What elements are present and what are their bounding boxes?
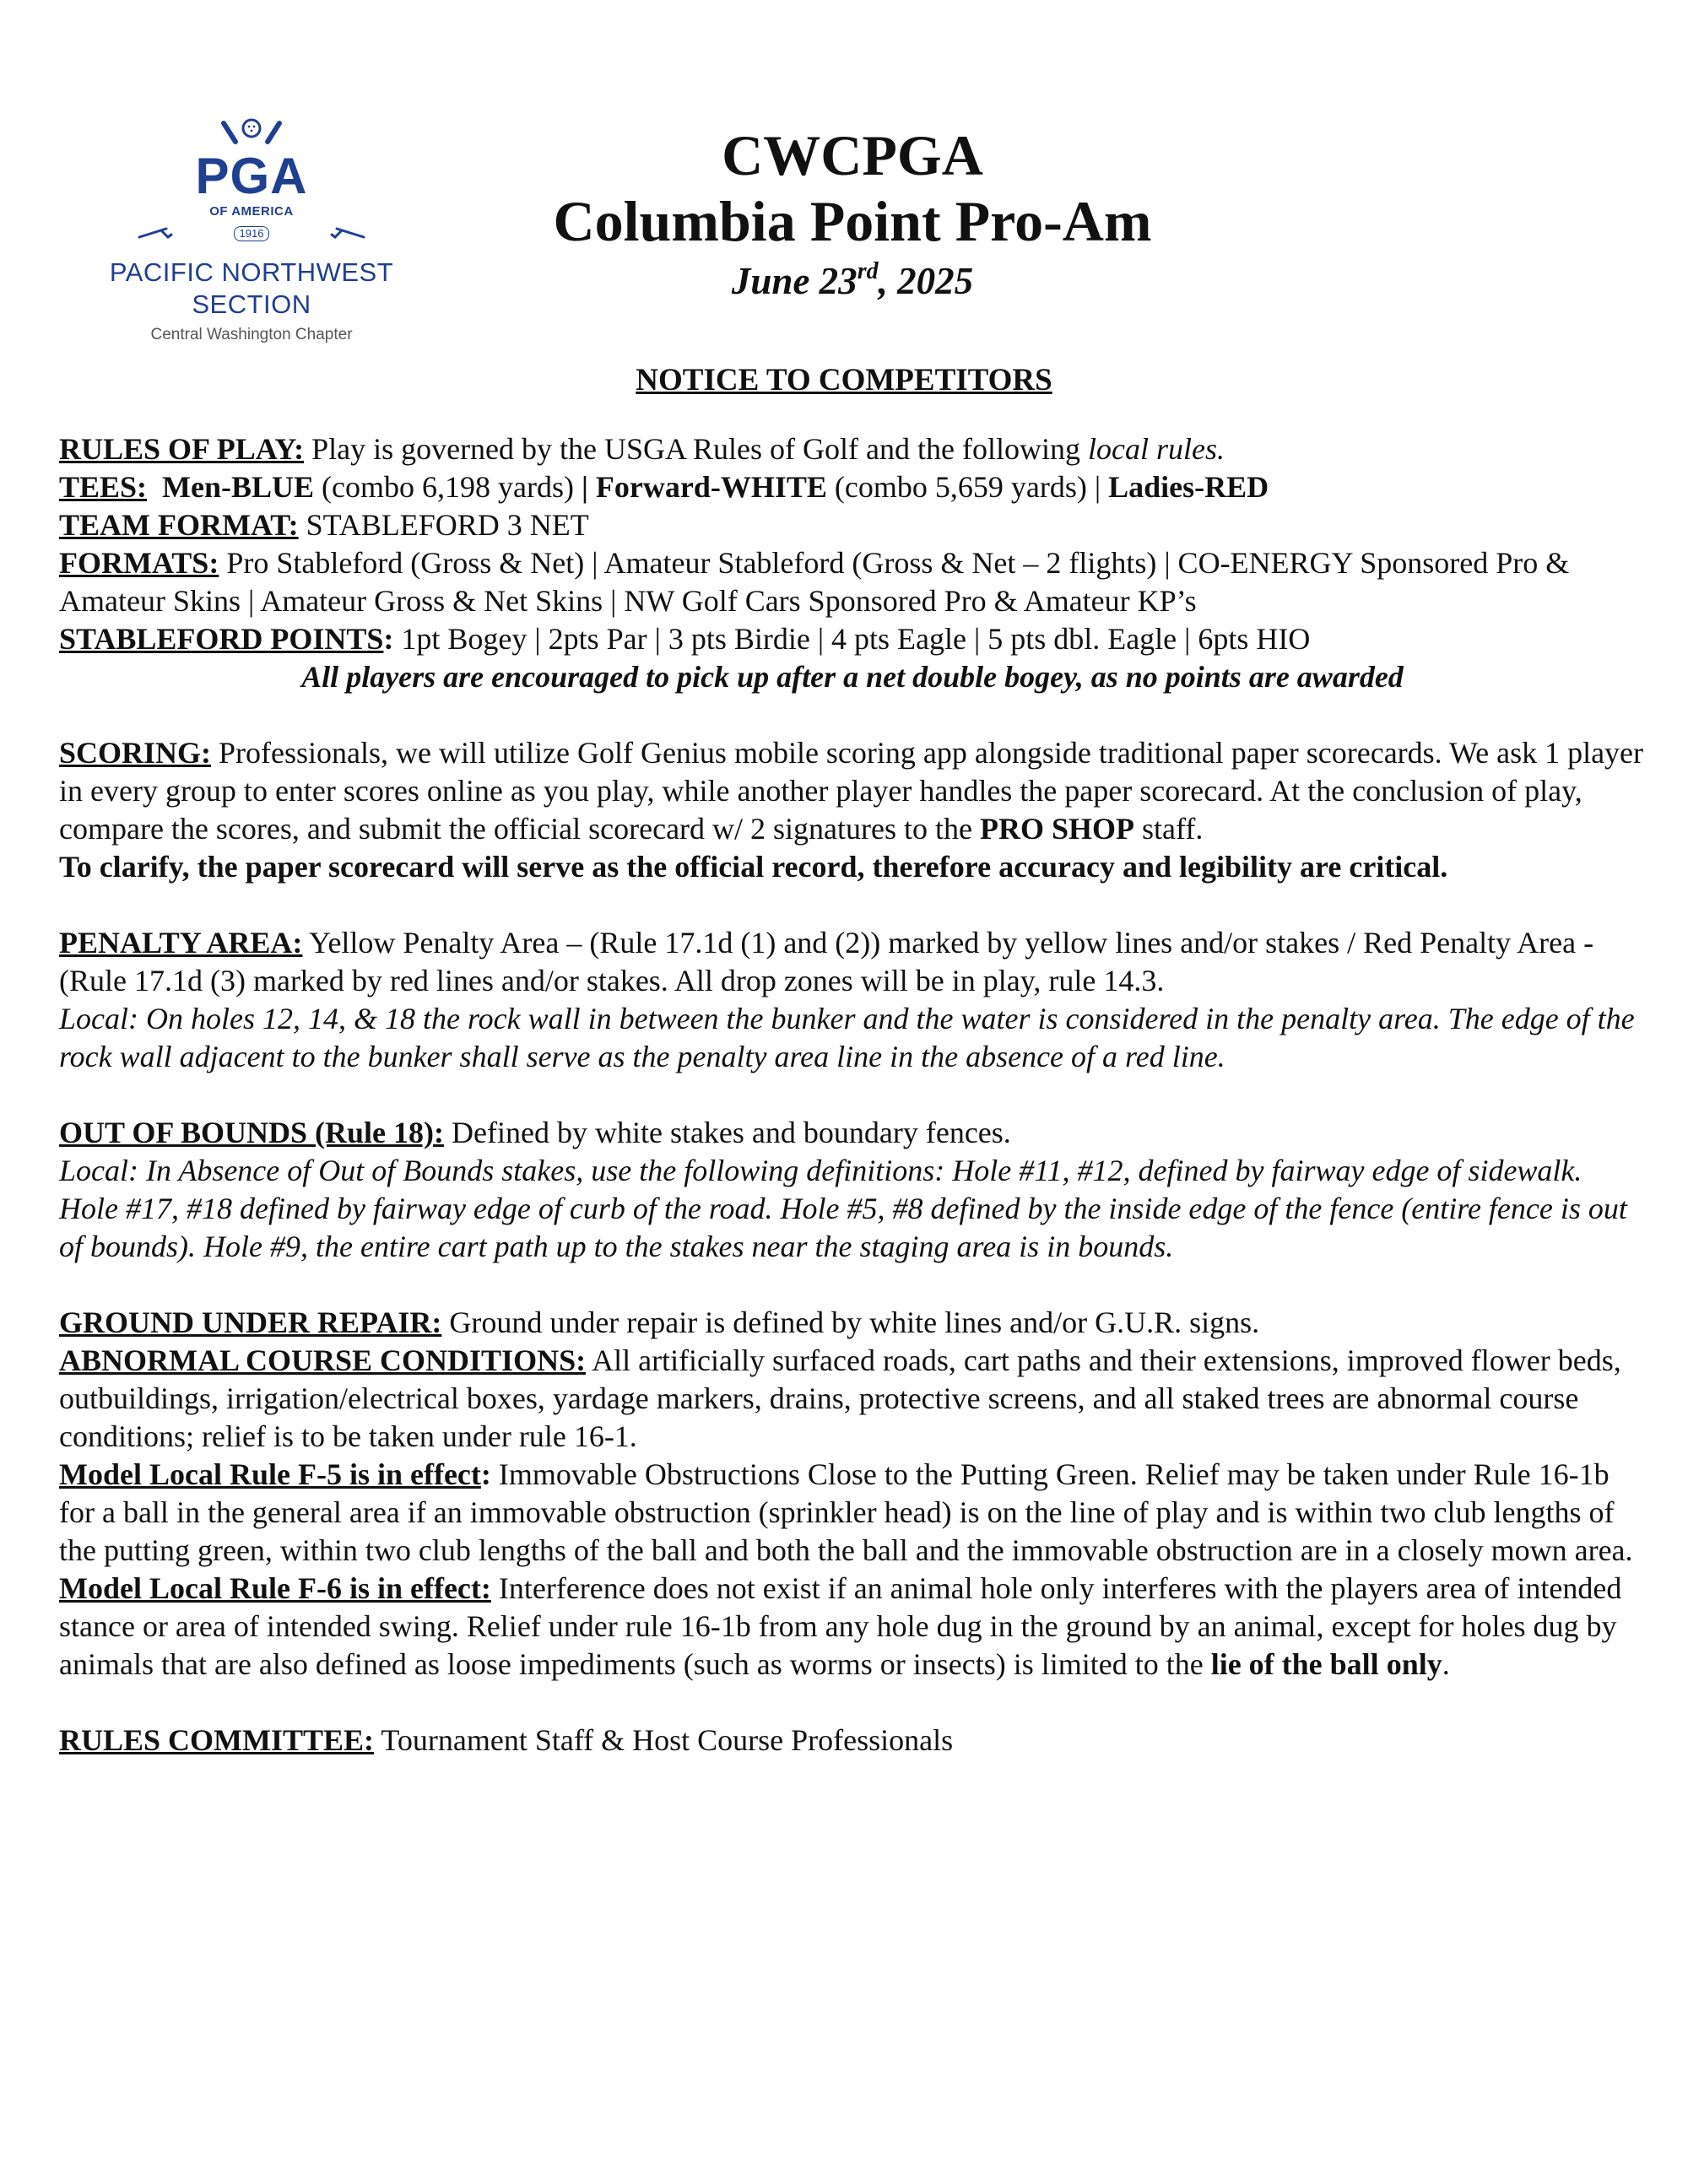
- abnormal-conditions-section: ABNORMAL COURSE CONDITIONS: All artificially surfaced roads, cart paths and their extensions, improved flower beds, outbuildings, irrigation/electrical boxes, yardage markers, drains, protective screens, and all staked trees are abnormal course conditions; relief is to be taken under rule 16-1. Model Local Rule F-5 is in effect: Immovable Obstructions Close to the Putting Green. Relief may be taken under Rule 16-1b for a ball in the general area if an immovable obstruction (sprinkler head) is on the line of play and is within two club lengths of the putting green, within two club lengths of the ball and both the ball and the immovable obstruction are in a closely mown area. Model Local Rule F-6 is in effect: Interference does not exist if an animal hole only interferes with the players area of intended stance or area of intended swing. Relief under rule 16-1b from any hole dug in the ground by an animal, except for holes dug by animals that are also defined as loose impediments (such as worms or insects) is limited to the lie of the ball only.: [59, 1342, 1646, 1684]
- model-local-rule-f5: Model Local Rule F-5 is in effect: Immovable Obstructions Close to the Putting Green. Relief may be taken under Rule 16-1b for a ball in the general area if an immovable obstruction (sprinkler head) is on the line of play and is within two club lengths of the putting green, within two club lengths of the ball and both the ball and the immovable obstruction are in a closely mown area.: [59, 1457, 1633, 1567]
- logo-pga-text: PGA: [195, 148, 308, 204]
- event-org-title: CWCPGA: [722, 123, 983, 187]
- rules-committee-label: RULES COMMITTEE:: [59, 1723, 375, 1757]
- stableford-points-label: STABLEFORD POINTS: [59, 622, 384, 656]
- scoring-clarification: To clarify, the paper scorecard will serve as the official record, therefore accuracy and legibility are critical.: [59, 850, 1448, 884]
- stableford-points-section: STABLEFORD POINTS: 1pt Bogey | 2pts Par | 3 pts Birdie | 4 pts Eagle | 5 pts dbl. Eagle | 6pts HIO All players are encouraged to pick up after a net double bogey, as no points are awarded: [59, 620, 1646, 696]
- rules-of-play-label: RULES OF PLAY:: [59, 432, 305, 466]
- scoring-label: SCORING:: [59, 736, 212, 770]
- logo-section-line1: PACIFIC NORTHWEST: [109, 257, 394, 287]
- out-of-bounds-section: OUT OF BOUNDS (Rule 18): Defined by white stakes and boundary fences. Local: In Absence of Out of Bounds stakes, use the following definitions: Hole #11, #12, defined by fairway edge of sidewalk. Hole #17, #18 defined by fairway edge of curb of the road. Hole #5, #8 defined by the inside edge of the fence (entire fence is out of bounds). Hole #9, the entire cart path up to the stakes near the staging area is in bounds.: [59, 1114, 1646, 1266]
- event-title: Columbia Point Pro-Am: [553, 189, 1152, 253]
- tees-label: TEES:: [59, 470, 148, 504]
- formats-label: FORMATS:: [59, 546, 219, 580]
- rules-committee-section: RULES COMMITTEE: Tournament Staff & Host Course Professionals: [59, 1723, 954, 1757]
- golf-club-right-icon: [330, 227, 365, 241]
- penalty-area-label: PENALTY AREA:: [59, 926, 303, 960]
- abnormal-conditions-label: ABNORMAL COURSE CONDITIONS:: [59, 1343, 587, 1377]
- stableford-note: All players are encouraged to pick up after a net double bogey, as no points are awarded: [301, 660, 1404, 694]
- logo-section-line2: SECTION: [192, 289, 311, 319]
- rules-content: [59, 430, 1646, 1760]
- pga-pnw-logo: [83, 118, 420, 371]
- team-format-section: TEAM FORMAT: STABLEFORD 3 NET: [59, 508, 589, 542]
- title-block: [473, 122, 1232, 306]
- logo-year: 1916: [234, 226, 270, 241]
- tees-section: TEES: Men-BLUE (combo 6,198 yards) | Forward-WHITE (combo 5,659 yards) | Ladies-RED: [59, 470, 1269, 504]
- ground-under-repair-section: GROUND UNDER REPAIR: Ground under repair is defined by white lines and/or G.U.R. signs.: [59, 1306, 1260, 1339]
- logo-of-america: OF AMERICA: [209, 204, 294, 219]
- model-local-rule-f6: Model Local Rule F-6 is in effect: Interference does not exist if an animal hole only interferes with the players area of intended stance or area of intended swing. Relief under rule 16-1b from any hole dug in the ground by an animal, except for holes dug by animals that are also defined as loose impediments (such as worms or insects) is limited to the lie of the ball only.: [59, 1571, 1622, 1681]
- penalty-area-local-rule: Local: On holes 12, 14, & 18 the rock wall in between the bunker and the water is considered in the penalty area. The edge of the rock wall adjacent to the bunker shall serve as the penalty area line in the absence of a red line.: [59, 1002, 1635, 1073]
- out-of-bounds-label: OUT OF BOUNDS (Rule 18):: [59, 1116, 445, 1149]
- penalty-area-section: PENALTY AREA: Yellow Penalty Area – (Rule 17.1d (1) and (2)) marked by yellow lines and/or stakes / Red Penalty Area - (Rule 17.1d (3) marked by red lines and/or stakes. All drop zones will be in play, rule 14.3. Local: On holes 12, 14, & 18 the rock wall in between the bunker and the water is considered in the penalty area. The edge of the rock wall adjacent to the bunker shall serve as the penalty area line in the absence of a red line.: [59, 924, 1646, 1076]
- out-of-bounds-local-rule: Local: In Absence of Out of Bounds stakes, use the following definitions: Hole #11, #12, defined by fairway edge of sidewalk. Hole #17, #18 defined by fairway edge of curb of the road. Hole #5, #8 defined by the inside edge of the fence (entire fence is out of bounds). Hole #9, the entire cart path up to the stakes near the staging area is in bounds.: [59, 1154, 1627, 1263]
- event-date: June 23rd, 2025: [731, 258, 974, 302]
- scoring-section: SCORING: Professionals, we will utilize Golf Genius mobile scoring app alongside traditional paper scorecards. We ask 1 player in every group to enter scores online as you play, while another player handles the paper scorecard. At the conclusion of play, compare the scores, and submit the official scorecard w/ 2 signatures to the PRO SHOP staff. To clarify, the paper scorecard will serve as the official record, therefore accuracy and legibility are critical.: [59, 734, 1646, 886]
- ground-under-repair-label: GROUND UNDER REPAIR:: [59, 1306, 442, 1339]
- team-format-label: TEAM FORMAT:: [59, 508, 299, 542]
- formats-section: FORMATS: Pro Stableford (Gross & Net) | Amateur Stableford (Gross & Net – 2 flights) | CO-ENERGY Sponsored Pro & Amateur Skins | Amateur Gross & Net Skins | NW Golf Cars Sponsored Pro & Amateur KP’s: [59, 546, 1570, 618]
- golfer-icon: [197, 118, 306, 152]
- golf-club-left-icon: [138, 227, 173, 241]
- rules-of-play-section: RULES OF PLAY: Play is governed by the USGA Rules of Golf and the following local rules.: [59, 432, 1225, 466]
- notice-title: NOTICE TO COMPETITORS: [636, 363, 1052, 397]
- logo-chapter: Central Washington Chapter: [150, 326, 353, 343]
